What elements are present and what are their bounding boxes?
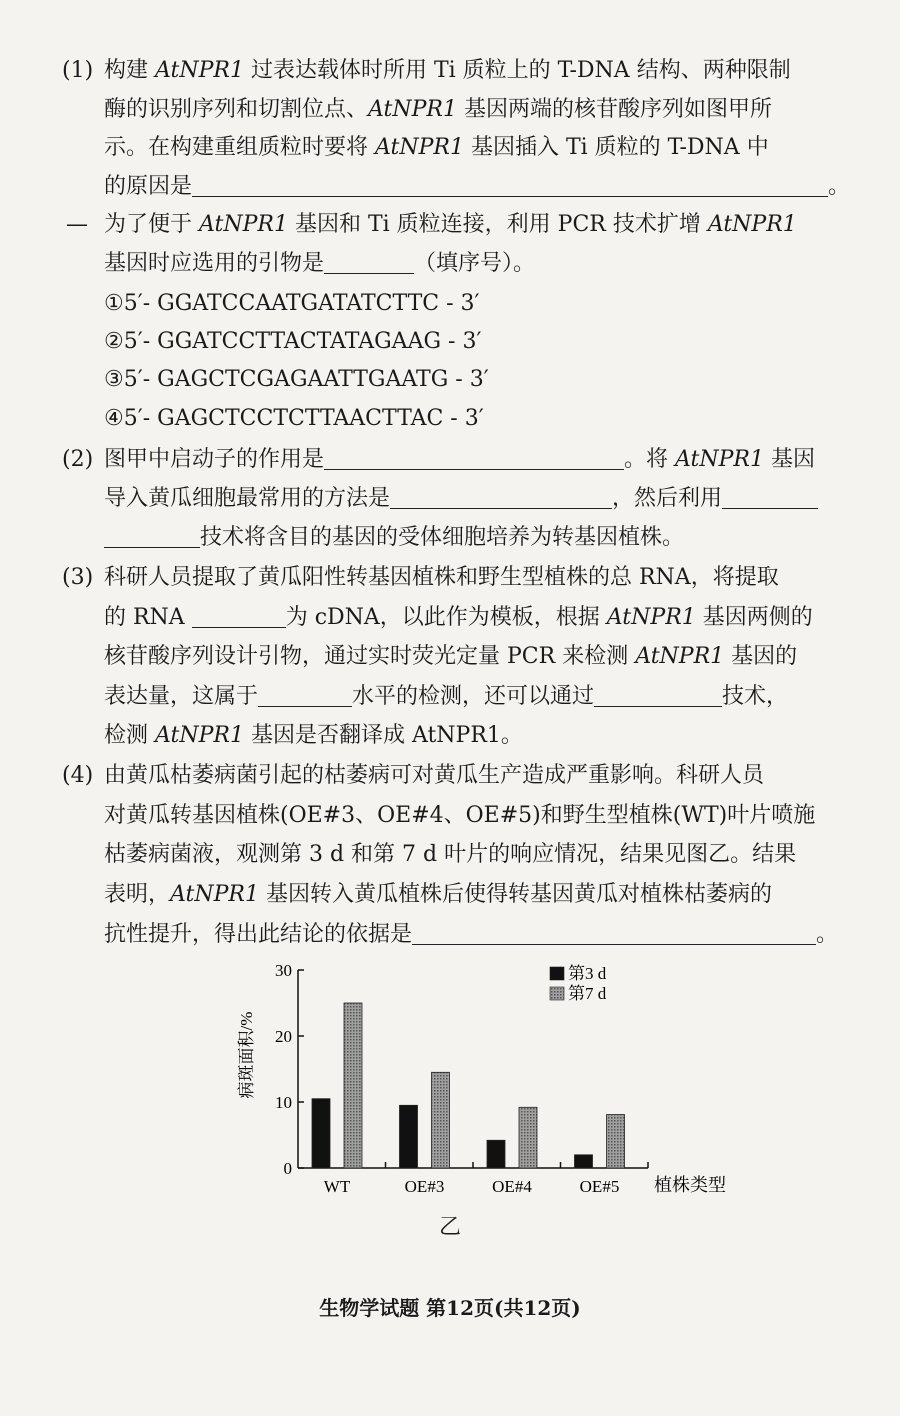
q1-line-2 (104, 95, 860, 125)
q2-line-2 (104, 484, 860, 514)
margin-dash: — (66, 212, 88, 237)
text: 表达量，这属于 (104, 684, 259, 709)
q2-number: (2) (62, 447, 94, 472)
q3-line-2 (104, 603, 860, 633)
legend-label: 第7 d (568, 984, 607, 1003)
bar-3d-oe4 (487, 1140, 505, 1168)
q3-line-3 (104, 642, 860, 672)
q1-line-1 (62, 56, 860, 86)
text: 构建 (104, 58, 155, 83)
answer-blank[interactable] (192, 174, 828, 197)
text: ，然后利用 (612, 486, 723, 511)
q1-line-5 (104, 210, 860, 240)
text: 图甲中启动子的作用是 (104, 447, 325, 472)
primer-option-3: ③5′- GAGCTCGAGAATTGAATG - 3′ (104, 367, 489, 392)
bar-chart (230, 955, 730, 1195)
q3-line-1 (62, 563, 860, 593)
text: 抗性提升，得出此结论的依据是 (104, 922, 413, 947)
y-tick-label: 20 (275, 1027, 292, 1046)
bar-3d-oe5 (575, 1155, 593, 1168)
text: 技术将含目的基因的受体细胞培养为转基因植株。 (200, 525, 685, 550)
text: 基因是否翻译成 AtNPR1。 (243, 723, 523, 748)
text: 导入黄瓜细胞最常用的方法是 (104, 486, 391, 511)
page-footer: 生物学试题 第12页(共12页) (319, 1296, 581, 1320)
text: 基因时应选用的引物是 (104, 251, 325, 276)
q1-line-3 (104, 133, 860, 163)
q1-line-4 (104, 172, 860, 202)
q4-line-4 (104, 880, 860, 910)
gene-name: AtNPR1 (675, 447, 764, 472)
answer-blank[interactable] (412, 922, 816, 945)
q2-line-1 (62, 445, 860, 475)
gene-name: AtNPR1 (368, 97, 457, 122)
answer-blank[interactable] (258, 684, 352, 707)
q4-line-1 (62, 761, 860, 791)
text: 过表达载体时所用 Ti 质粒上的 T-DNA 结构、两种限制 (243, 58, 791, 83)
answer-blank[interactable] (594, 684, 722, 707)
text: 的原因是 (104, 174, 193, 199)
text: 科研人员提取了黄瓜阳性转基因植株和野生型植株的总 RNA，将提取 (104, 565, 779, 590)
chart-svg (230, 955, 730, 1195)
gene-name: AtNPR1 (606, 605, 696, 630)
bar-7d-oe4 (519, 1107, 537, 1168)
figure-label: 乙 (438, 1215, 461, 1240)
text: （填序号）。 (414, 251, 536, 276)
q3-number: (3) (62, 565, 94, 590)
x-tick-label: OE#5 (579, 1177, 620, 1195)
text: 的 RNA (104, 605, 192, 630)
answer-blank[interactable] (390, 486, 612, 509)
text: 基因的 (724, 644, 798, 669)
text: 。 (816, 922, 839, 947)
q3-line-5 (104, 721, 860, 751)
gene-name: AtNPR1 (199, 212, 288, 237)
q4-number: (4) (62, 763, 94, 788)
answer-blank[interactable] (324, 251, 414, 274)
bar-3d-oe3 (400, 1105, 418, 1168)
text: 检测 (104, 723, 155, 748)
bar-7d-wt (344, 1003, 362, 1168)
text: 基因 (763, 447, 815, 472)
q3-line-4 (104, 682, 860, 712)
x-axis-label: 植株类型 (654, 1175, 726, 1195)
gene-name: AtNPR1 (170, 882, 259, 907)
text: 技术， (722, 684, 789, 709)
text: 。 (828, 174, 851, 199)
text: 由黄瓜枯萎病菌引起的枯萎病可对黄瓜生产造成严重影响。科研人员 (104, 763, 765, 788)
q2-line-3 (104, 523, 860, 553)
gene-name: AtNPR1 (155, 723, 244, 748)
x-tick-label: OE#4 (492, 1177, 532, 1195)
text: 基因转入黄瓜植株后使得转基因黄瓜对植株枯萎病的 (258, 882, 772, 907)
primer-option-2: ②5′- GGATCCTTACTATAGAAG - 3′ (104, 329, 482, 354)
text: 为了便于 (104, 212, 199, 237)
primer-option-4: ④5′- GAGCTCCTCTTAACTTAC - 3′ (104, 406, 484, 431)
text: 酶的识别序列和切割位点、 (104, 97, 369, 122)
y-tick-label: 0 (283, 1159, 292, 1178)
x-tick-label: OE#3 (404, 1177, 445, 1195)
answer-blank[interactable] (324, 447, 624, 470)
q4-line-3: 枯萎病菌液，观测第 3 d 和第 7 d 叶片的响应情况，结果见图乙。结果 (104, 842, 797, 867)
text: 核苷酸序列设计引物，通过实时荧光定量 PCR 来检测 (104, 644, 636, 669)
legend-label: 第3 d (568, 964, 607, 983)
answer-blank[interactable] (192, 605, 286, 628)
gene-name: AtNPR1 (635, 644, 725, 669)
text: 。将 (624, 447, 676, 472)
gene-name: AtNPR1 (707, 212, 797, 237)
q4-line-2: 对黄瓜转基因植株(OE#3、OE#4、OE#5)和野生型植株(WT)叶片喷施 (104, 803, 816, 828)
y-tick-label: 30 (275, 961, 292, 980)
answer-blank[interactable] (104, 525, 200, 548)
legend-swatch (550, 967, 564, 980)
y-tick-label: 10 (275, 1093, 292, 1112)
bar-7d-oe5 (607, 1115, 625, 1168)
text: 水平的检测，还可以通过 (352, 684, 595, 709)
bar-7d-oe3 (432, 1072, 450, 1168)
answer-blank[interactable] (722, 486, 818, 509)
text: 基因插入 Ti 质粒的 T-DNA 中 (463, 135, 769, 160)
x-tick-label: WT (323, 1177, 351, 1195)
gene-name: AtNPR1 (155, 58, 244, 83)
legend-swatch (550, 987, 564, 1000)
primer-option-1: ①5′- GGATCCAATGATATCTTC - 3′ (104, 291, 480, 316)
text: 示。在构建重组质粒时要将 (104, 135, 375, 160)
text: 表明， (104, 882, 171, 907)
y-axis-label: 病斑面积/% (237, 1011, 256, 1099)
bar-3d-wt (312, 1099, 330, 1168)
gene-name: AtNPR1 (375, 135, 464, 160)
text: 为 cDNA，以此作为模板，根据 (285, 605, 607, 630)
q4-line-5 (104, 920, 860, 950)
q1-line-6 (104, 249, 860, 279)
text: 基因两端的核苷酸序列如图甲所 (456, 97, 772, 122)
text: 基因和 Ti 质粒连接，利用 PCR 技术扩增 (287, 212, 708, 237)
text: 基因两侧的 (695, 605, 813, 630)
q1-number: (1) (62, 58, 94, 83)
